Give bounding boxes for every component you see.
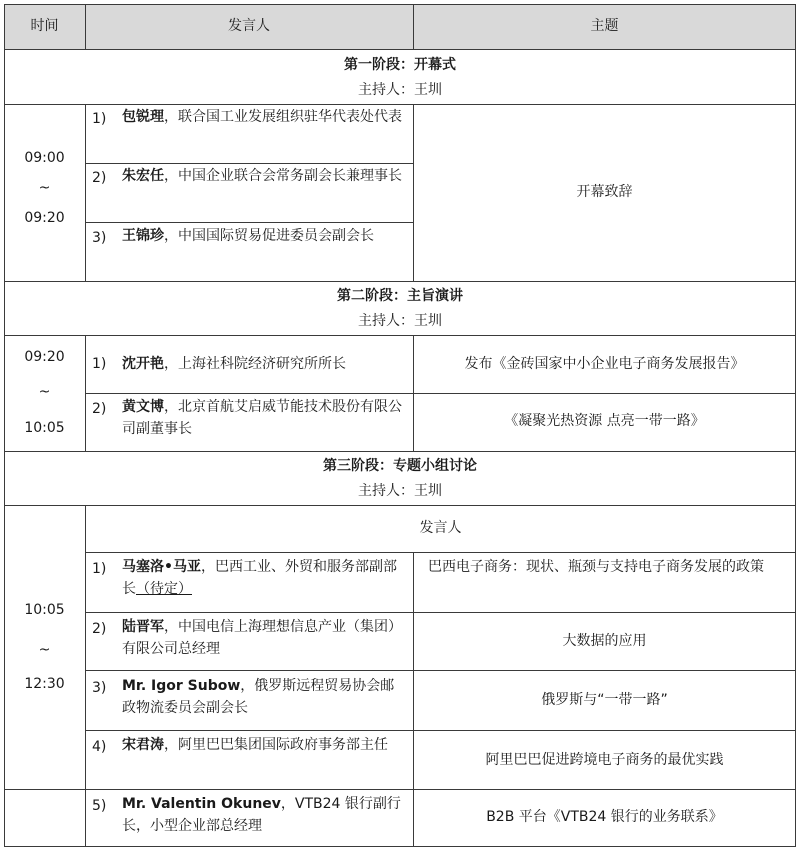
speaker-entry (122, 675, 407, 719)
time-separator: ~ (38, 180, 51, 196)
speaker-role: ，联合国工业发展组织驻华代表处代表 (164, 109, 402, 125)
topic-text: 《凝聚光热资源 点亮一带一路》 (504, 413, 705, 429)
speaker-entry (122, 556, 407, 600)
divider (85, 552, 796, 553)
speaker-name: 沈开艳 (122, 356, 164, 372)
header-topic: 主题 (590, 18, 619, 34)
topic-text: 开幕致辞 (576, 184, 633, 200)
speaker-role: ，中国国际贸易促进委员会副会长 (164, 228, 374, 244)
speaker-role: ，VTB24 银行副行长，小型企业部总经理 (122, 796, 401, 834)
topic-text: 巴西电子商务：现状、瓶颈与支持电子商务发展的政策 (428, 559, 764, 575)
speaker-entry (122, 165, 407, 187)
speaker-name: 马塞洛•马亚 (122, 559, 201, 575)
item-number: 2) (92, 170, 107, 186)
divider (4, 281, 796, 282)
item-number: 5) (92, 798, 107, 814)
speaker-name: 黄文博 (122, 399, 164, 415)
subheader-speaker: 发言人 (419, 520, 462, 536)
time-separator: ~ (38, 642, 51, 658)
host-label: 主持人：王圳 (358, 313, 442, 329)
divider (85, 612, 796, 613)
time-end: 12:30 (24, 676, 65, 692)
speaker-role: ，中国企业联合会常务副会长兼理事长 (164, 168, 402, 184)
speaker-entry (122, 793, 407, 837)
speaker-role: ，北京首航艾启威节能技术股份有限公司副董事长 (122, 399, 402, 437)
divider (4, 49, 796, 50)
speaker-entry (122, 396, 407, 440)
speaker-role: ，中国电信上海理想信息产业（集团）有限公司总经理 (122, 619, 402, 657)
speaker-name: 朱宏任 (122, 168, 164, 184)
topic-text: 阿里巴巴促进跨境电子商务的最优实践 (485, 752, 724, 768)
time-end: 10:05 (24, 420, 65, 436)
divider (4, 335, 796, 336)
divider (4, 789, 796, 790)
border-top (4, 4, 796, 5)
divider (413, 335, 414, 452)
speaker-entry (122, 616, 407, 660)
time-separator: ~ (38, 384, 51, 400)
speaker-name: 陆晋军 (122, 619, 164, 635)
speaker-note: （待定） (136, 581, 192, 597)
topic-text: 俄罗斯与“一带一路” (541, 692, 668, 708)
speaker-name: 宋君涛 (122, 737, 164, 753)
divider (85, 393, 796, 394)
speaker-role: ，阿里巴巴集团国际政府事务部主任 (164, 737, 388, 753)
divider (4, 505, 796, 506)
header-time: 时间 (30, 18, 59, 34)
item-number: 4) (92, 739, 107, 755)
item-number: 3) (92, 680, 107, 696)
divider (85, 505, 86, 847)
item-number: 3) (92, 230, 107, 246)
host-label: 主持人：王圳 (358, 82, 442, 98)
speaker-name: 包锐理 (122, 109, 164, 125)
speaker-entry (122, 734, 407, 756)
divider (85, 730, 796, 731)
divider (85, 104, 86, 282)
divider (4, 451, 796, 452)
speaker-name: 王锦珍 (122, 228, 164, 244)
border-bottom (4, 846, 796, 847)
topic-text: 大数据的应用 (562, 633, 647, 649)
speaker-name: Mr. Igor Subow (122, 678, 241, 694)
divider (85, 163, 413, 164)
topic-text: B2B 平台《VTB24 银行的业务联系》 (486, 809, 723, 825)
time-start: 09:00 (24, 150, 65, 166)
speaker-name: Mr. Valentin Okunev (122, 796, 281, 812)
divider (85, 335, 86, 452)
speaker-entry (122, 225, 407, 247)
speaker-role: ，上海社科院经济研究所所长 (164, 356, 346, 372)
item-number: 1) (92, 356, 107, 372)
stage-title: 第三阶段：专题小组讨论 (323, 458, 477, 474)
item-number: 1) (92, 561, 107, 577)
time-start: 09:20 (24, 349, 65, 365)
speaker-role: ，俄罗斯远程贸易协会邮政物流委员会副会长 (122, 678, 395, 716)
host-label: 主持人：王圳 (358, 483, 442, 499)
divider (85, 670, 796, 671)
stage-title: 第一阶段：开幕式 (344, 57, 456, 73)
speaker-entry (122, 106, 407, 128)
time-start: 10:05 (24, 602, 65, 618)
item-number: 2) (92, 621, 107, 637)
header-speaker: 发言人 (228, 18, 270, 34)
divider (4, 104, 796, 105)
speaker-entry (122, 353, 407, 375)
stage-title: 第二阶段：主旨演讲 (337, 288, 463, 304)
item-number: 2) (92, 401, 107, 417)
topic-text: 发布《金砖国家中小企业电子商务发展报告》 (464, 356, 745, 372)
speaker-role: ，巴西工业、外贸和服务部副部长 (122, 559, 397, 597)
time-end: 09:20 (24, 210, 65, 226)
divider (85, 222, 413, 223)
item-number: 1) (92, 111, 107, 127)
